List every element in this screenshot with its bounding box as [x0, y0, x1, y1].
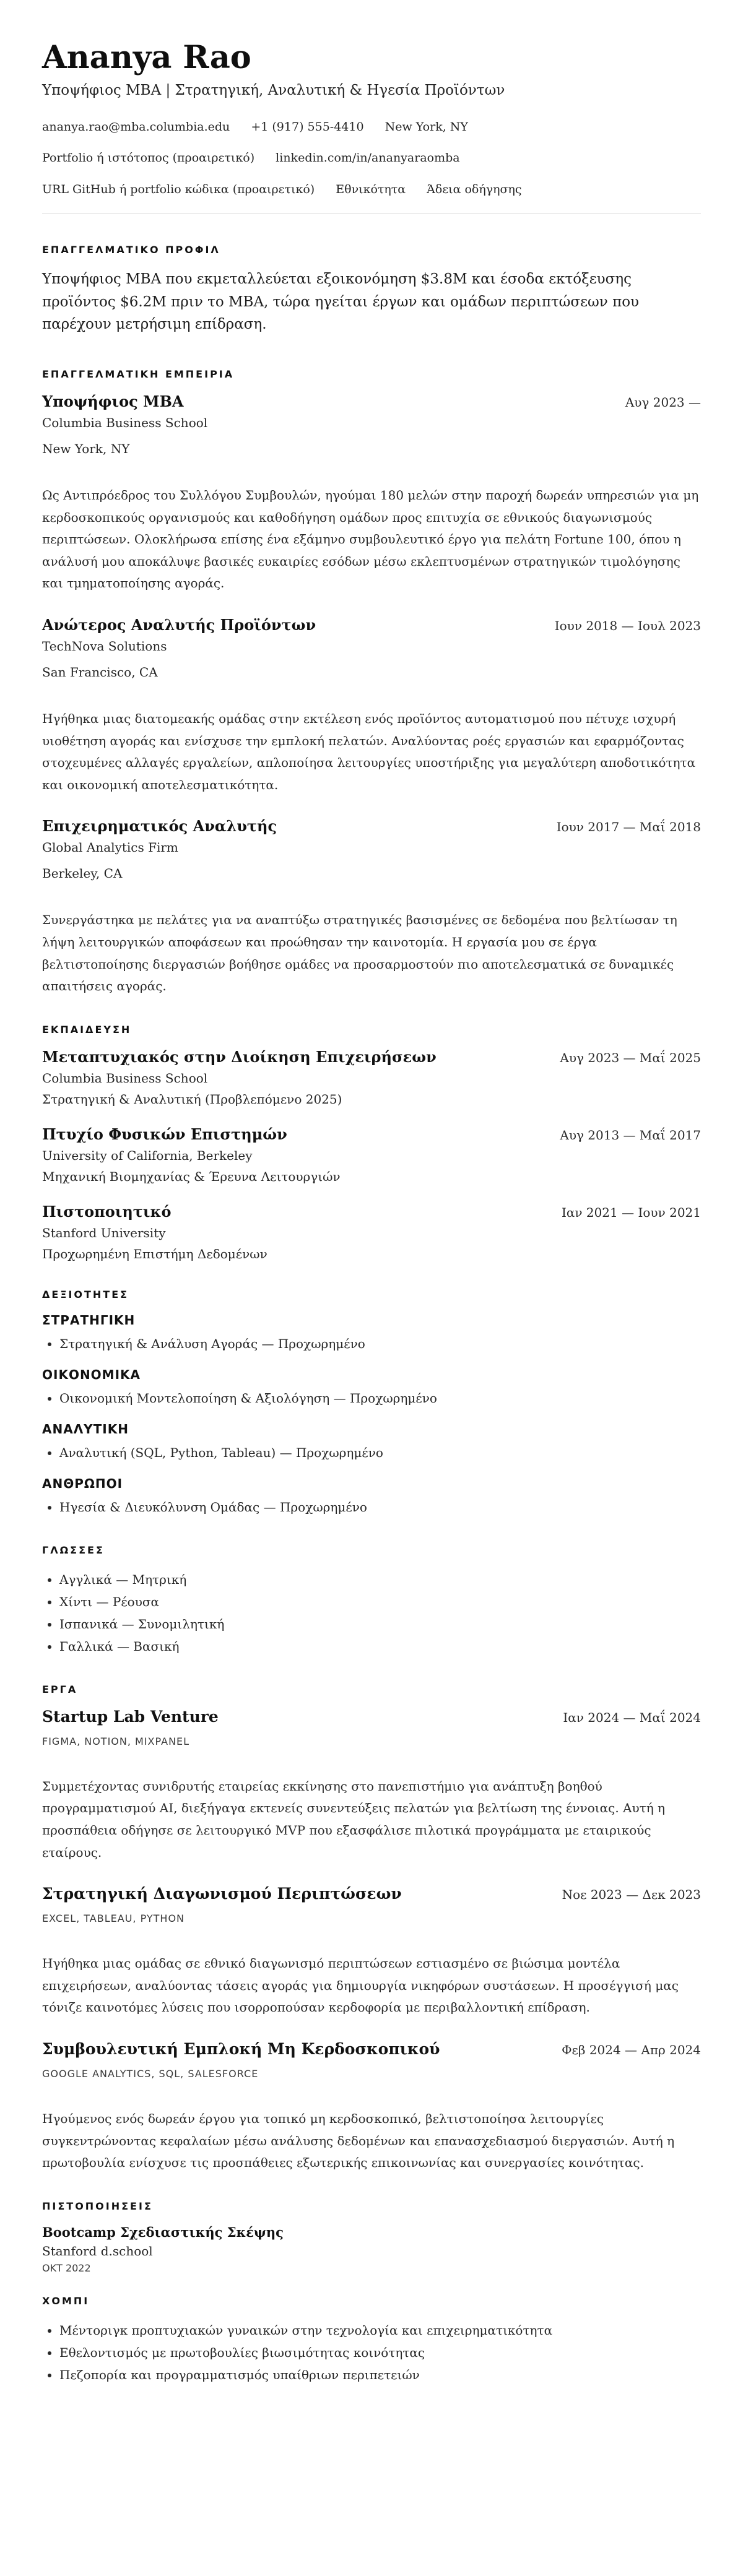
project-name: Startup Lab Venture [42, 1707, 219, 1726]
project-entry [42, 1708, 701, 1864]
experience-date: Ιουν 2018 — Ιουλ 2023 [554, 618, 701, 634]
skills-section-title: ΔΕΞΙΟΤΗΤΕΣ [42, 1288, 129, 1300]
education-section-title: ΕΚΠΑΙΔΕΥΣΗ [42, 1023, 132, 1035]
education-detail: Στρατηγική & Αναλυτική (Προβλεπόμενο 2025) [42, 1091, 342, 1107]
hobby-item: • Πεζοπορία και προγραμματισμός υπαίθριων περιπετειών [59, 2364, 701, 2386]
contact-row-3 [42, 182, 701, 197]
profile-section-title: ΕΠΑΓΓΕΛΜΑΤΙΚΟ ΠΡΟΦΙΛ [42, 243, 220, 256]
location: New York, NY [385, 119, 468, 134]
project-name: Συμβουλευτική Εμπλοκή Μη Κερδοσκοπικού [42, 2039, 440, 2058]
candidate-tagline: Υποψήφιος MBA | Στρατηγική, Αναλυτική & Ηγεσία Προϊόντων [42, 82, 505, 98]
education-degree: Πτυχίο Φυσικών Επιστημών [42, 1125, 287, 1143]
education-entry [42, 1125, 701, 1185]
experience-location: New York, NY [42, 441, 130, 457]
experience-description: Ηγήθηκα μιας διατομεακής ομάδας στην εκτέλεση ενός προϊόντος αυτοματισμού που πέτυχε ισχυρή υιοθέτηση αγοράς και ενίσχυσε την εμπλοκή πελατών. Αναλύοντας ροές εργασιών και εφαρμόζοντας στοχευμένες αλλαγές εργαλείων, απλοποίησα λειτουργίες υποστήριξης για μεγαλύτερη αποδοτικότητα και οικονομική αποτελεσματικότητα. [42, 711, 696, 792]
education-entry [42, 1048, 701, 1108]
project-tags: FIGMA, NOTION, MIXPANEL [42, 1735, 190, 1747]
portfolio-link[interactable]: Portfolio ή ιστότοπος (προαιρετικό) [42, 151, 255, 165]
project-tags: GOOGLE ANALYTICS, SQL, SALESFORCE [42, 2067, 259, 2080]
skill-group-title: ΑΝΑΛΥΤΙΚΗ [42, 1421, 129, 1437]
project-date: Νοε 2023 — Δεκ 2023 [562, 1887, 701, 1903]
education-school: University of California, Berkeley [42, 1148, 253, 1163]
candidate-name: Ananya Rao [42, 39, 251, 76]
language-list [42, 1568, 701, 1658]
education-entry [42, 1203, 701, 1263]
experience-role: Επιχειρηματικός Αναλυτής [42, 817, 277, 836]
experience-date: Ιουν 2017 — Μαΐ 2018 [556, 819, 701, 835]
experience-role: Ανώτερος Αναλυτής Προϊόντων [42, 616, 316, 634]
projects-section-title: ΕΡΓΑ [42, 1683, 78, 1695]
skill-item: • Αναλυτική (SQL, Python, Tableau) — Προχωρημένο [59, 1441, 701, 1464]
skill-list [42, 1496, 701, 1518]
experience-location: Berkeley, CA [42, 866, 123, 881]
skill-group-title: ΟΙΚΟΝΟΜΙΚΑ [42, 1367, 141, 1382]
skill-group-title: ΣΤΡΑΤΗΓΙΚΗ [42, 1312, 136, 1328]
experience-entry [42, 817, 701, 997]
skill-list [42, 1441, 701, 1464]
skill-list [42, 1333, 701, 1355]
experience-section-title: ΕΠΑΓΓΕΛΜΑΤΙΚΗ ΕΜΠΕΙΡΙΑ [42, 368, 235, 381]
experience-description: Συνεργάστηκα με πελάτες για να αναπτύξω στρατηγικές βασισμένες σε δεδομένα που βελτίωσαν τη λήψη λειτουργικών αποφάσεων και προώθησαν την καινοτομία. Η εργασία μου σε έργα βελτιστοποίησης διεργασιών βοήθησε ομάδες να προσαρμοστούν πιο αποτελεσματικά σε δυναμικές απαιτήσεις αγοράς. [42, 912, 677, 994]
hobby-item: • Μέντοριγκ προπτυχιακών γυναικών στην τεχνολογία και επιχειρηματικότητα [59, 2319, 701, 2341]
project-date: Ιαν 2024 — Μαΐ 2024 [563, 1709, 701, 1725]
certification-entry [42, 2224, 701, 2274]
experience-entry [42, 616, 701, 796]
skill-item: • Ηγεσία & Διευκόλυνση Ομάδας — Προχωρημένο [59, 1496, 701, 1518]
project-entry [42, 1885, 701, 2019]
project-name: Στρατηγική Διαγωνισμού Περιπτώσεων [42, 1885, 402, 1903]
contact-row-2 [42, 150, 701, 166]
education-degree: Πιστοποιητικό [42, 1202, 172, 1221]
experience-org: Columbia Business School [42, 415, 208, 431]
contact-row-1 [42, 119, 701, 135]
language-item: • Ισπανικά — Συνομιλητική [59, 1613, 701, 1635]
linkedin-link[interactable]: linkedin.com/in/ananyaraomba [276, 151, 460, 165]
skill-list [42, 1387, 701, 1409]
experience-org: Global Analytics Firm [42, 840, 178, 855]
language-item: • Αγγλικά — Μητρική [59, 1568, 701, 1591]
education-date: Αυγ 2023 — Μαΐ 2025 [560, 1050, 701, 1065]
experience-description: Ως Αντιπρόεδρος του Συλλόγου Συμβουλών, ηγούμαι 180 μελών στην παροχή δωρεάν υπηρεσιών για μη κερδοσκοπικούς οργανισμούς και καθοδήγηση ομάδων προς επιτυχία σε εθνικούς διαγωνισμούς περιπτώσεων. Ολοκλήρωσα επίσης ένα εξάμηνο συμβουλευτικό έργο για πελάτη Fortune 100, όπου η ανάλυσή μου αποκάλυψε βασικές ευκαιρίες εσόδων μέσω εκλεπτυσμένων στρατηγικών τιμολόγησης και τμηματοποίησης αγοράς. [42, 488, 699, 591]
education-school: Stanford University [42, 1225, 166, 1240]
project-tags: EXCEL, TABLEAU, PYTHON [42, 1913, 185, 1925]
hobbies-section-title: ΧΟΜΠΙ [42, 2294, 90, 2307]
skill-item: • Στρατηγική & Ανάλυση Αγοράς — Προχωρημένο [59, 1333, 701, 1355]
project-description: Συμμετέχοντας συνιδρυτής εταιρείας εκκίνησης στο πανεπιστήμιο για ανάπτυξη βοηθού προγραμματισμού AI, διεξήγαγα εκτενείς συνεντεύξεις πελατών για βελτίωση της έννοιας. Αυτή η προσπάθεια οδήγησε σε λειτουργικό MVP που εξασφάλισε πιλοτικά προγράμματα με εταιρικούς εταίρους. [42, 1778, 666, 1860]
experience-location: San Francisco, CA [42, 665, 158, 680]
language-item: • Γαλλικά — Βασική [59, 1635, 701, 1658]
education-date: Αυγ 2013 — Μαΐ 2017 [560, 1127, 701, 1143]
experience-role: Υποψήφιος MBA [42, 392, 184, 411]
skill-group-title: ΑΝΘΡΩΠΟΙ [42, 1476, 123, 1491]
certification-date: ΟΚΤ 2022 [42, 2262, 91, 2274]
github-link[interactable]: URL GitHub ή portfolio κώδικα (προαιρετικό) [42, 183, 315, 197]
certification-org: Stanford d.school [42, 2243, 153, 2258]
project-description: Ηγούμενος ενός δωρεάν έργου για τοπικό μη κερδοσκοπικό, βελτιστοποίησα λειτουργίες συγκεντρώνοντας κεφαλαίων μέσω ανάλυσης δεδομένων και επανασχεδιασμού διεργασιών. Αυτή η πρωτοβουλία ενίσχυσε τις προσπάθειες εξωτερικής επικοινωνίας και συνεργασίες κοινότητας. [42, 2111, 675, 2171]
email-link[interactable]: ananya.rao@mba.columbia.edu [42, 119, 230, 134]
experience-org: TechNova Solutions [42, 639, 167, 654]
education-detail: Μηχανική Βιομηχανίας & Έρευνα Λειτουργιών [42, 1169, 341, 1184]
project-description: Ηγήθηκα μιας ομάδας σε εθνικό διαγωνισμό περιπτώσεων εστιασμένο σε βιώσιμα μοντέλα επιχειρήσεων, αναλύοντας τάσεις αγοράς για δημιουργία νικηφόρων συστάσεων. Η προσέγγισή μας τόνιζε καινοτόμες λύσεις που ισορροπούσαν κερδοφορία με περιβαλλοντική επίδραση. [42, 1956, 679, 2015]
phone-number[interactable]: +1 (917) 555-4410 [251, 119, 364, 134]
profile-summary: Υποψήφιος MBA που εκμεταλλεύεται εξοικονόμηση $3.8M και έσοδα εκτόξευσης προϊόντος $6.2M πριν το MBA, τώρα ηγείται έργων και ομάδων περιπτώσεων που παρέχουν μετρήσιμη επίδραση. [42, 270, 640, 333]
language-item: • Χίντι — Ρέουσα [59, 1591, 701, 1613]
education-date: Ιαν 2021 — Ιουν 2021 [561, 1204, 701, 1220]
certifications-section-title: ΠΙΣΤΟΠΟΙΗΣΕΙΣ [42, 2200, 153, 2212]
experience-entry [42, 392, 701, 595]
nationality: Εθνικότητα [336, 183, 406, 197]
hobby-list [42, 2319, 701, 2386]
hobby-item: • Εθελοντισμός με πρωτοβουλίες βιωσιμότητας κοινότητας [59, 2341, 701, 2364]
education-school: Columbia Business School [42, 1070, 208, 1086]
education-detail: Προχωρημένη Επιστήμη Δεδομένων [42, 1246, 267, 1261]
certification-name: Bootcamp Σχεδιαστικής Σκέψης [42, 2224, 284, 2240]
experience-date: Αυγ 2023 — [625, 395, 701, 410]
skill-item: • Οικονομική Μοντελοποίηση & Αξιολόγηση — Προχωρημένο [59, 1387, 701, 1409]
project-date: Φεβ 2024 — Απρ 2024 [562, 2042, 701, 2057]
driving-license: Άδεια οδήγησης [427, 183, 522, 197]
languages-section-title: ΓΛΩΣΣΕΣ [42, 1544, 105, 1556]
project-entry [42, 2040, 701, 2174]
education-degree: Μεταπτυχιακός στην Διοίκηση Επιχειρήσεων [42, 1047, 437, 1066]
